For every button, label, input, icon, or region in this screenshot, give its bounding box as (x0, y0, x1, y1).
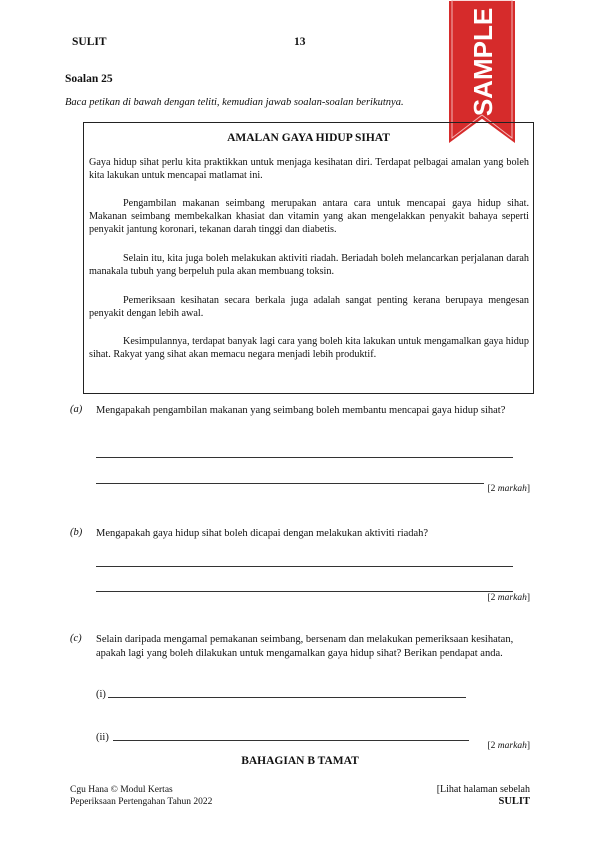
question-instruction: Baca petikan di bawah dengan teliti, kemudian jawab soalan-soalan berikutnya. (65, 97, 404, 108)
question-c-label: (c) (70, 633, 82, 644)
passage-paragraph: Gaya hidup sihat perlu kita praktikkan untuk menjaga kesihatan diri. Terdapat pelbagai amalan yang boleh kita lakukan untuk mencapai matlamat ini. (89, 157, 529, 181)
footer-left-line1: Cgu Hana © Modul Kertas (70, 785, 173, 795)
header-classification: SULIT (72, 36, 107, 48)
footer-right (400, 784, 530, 808)
footer-right-line2: SULIT (498, 796, 530, 807)
answer-line-a2[interactable] (96, 483, 484, 484)
question-a-text: Mengapakah pengambilan makanan yang seimbang boleh membantu mencapai gaya hidup sihat? (96, 405, 506, 416)
answer-line-c-i[interactable] (108, 697, 466, 698)
answer-item-ii-label: (ii) (96, 732, 109, 743)
answer-line-c-ii[interactable] (113, 740, 469, 741)
passage-paragraph: Selain itu, kita juga boleh melakukan aktiviti riadah. Beriadah boleh melancarkan perjalanan darah manakala tubuh yang berpeluh pula akan membuang toksin. (89, 253, 529, 277)
answer-line-b2[interactable] (96, 591, 513, 592)
sample-watermark-text: SAMPLE (468, 7, 498, 117)
page-number: 13 (294, 36, 306, 48)
footer-right-line1: [Lihat halaman sebelah (436, 784, 530, 795)
answer-line-a1[interactable] (96, 457, 513, 458)
footer-left (70, 784, 212, 808)
passage-paragraph: Kesimpulannya, terdapat banyak lagi cara yang boleh kita lakukan untuk mengamalkan gaya hidup sihat. Rakyat yang sihat akan memacu negara menjadi lebih produktif. (89, 336, 529, 360)
answer-item-i-label: (i) (96, 689, 106, 700)
question-c-marks: [2 markah] (487, 741, 530, 751)
passage-paragraph: Pengambilan makanan seimbang merupakan antara cara untuk mencapai gaya hidup sihat. Makanan seimbang membekalkan khasiat dan vitamin yang akan mengelakkan penyakit bahaya seperti penyakit jantung koronari, tekanan darah tinggi dan diabetis. (89, 198, 529, 235)
section-end: BAHAGIAN B TAMAT (241, 755, 359, 767)
question-b-marks: [2 markah] (487, 593, 530, 603)
question-c-text: Selain daripada mengamal pemakanan seimbang, bersenam dan melakukan pemeriksaan kesihatan, apakah lagi yang boleh dilakukan untuk mengamalkan gaya hidup sihat? Berikan pendapat anda. (96, 634, 514, 659)
question-title: Soalan 25 (65, 73, 113, 85)
passage-paragraph: Pemeriksaan kesihatan secara berkala juga adalah sangat penting kerana berupaya mengesan penyakit dengan lebih awal. (89, 295, 529, 319)
passage-title: AMALAN GAYA HIDUP SIHAT (227, 132, 390, 144)
question-a-marks: [2 markah] (487, 484, 530, 494)
question-a-label: (a) (70, 404, 83, 415)
footer-left-line2: Peperiksaan Pertengahan Tahun 2022 (70, 797, 213, 807)
passage-box (83, 122, 534, 394)
answer-line-b1[interactable] (96, 566, 513, 567)
question-b-text: Mengapakah gaya hidup sihat boleh dicapai dengan melakukan aktiviti riadah? (96, 528, 429, 539)
question-b-label: (b) (70, 527, 83, 538)
